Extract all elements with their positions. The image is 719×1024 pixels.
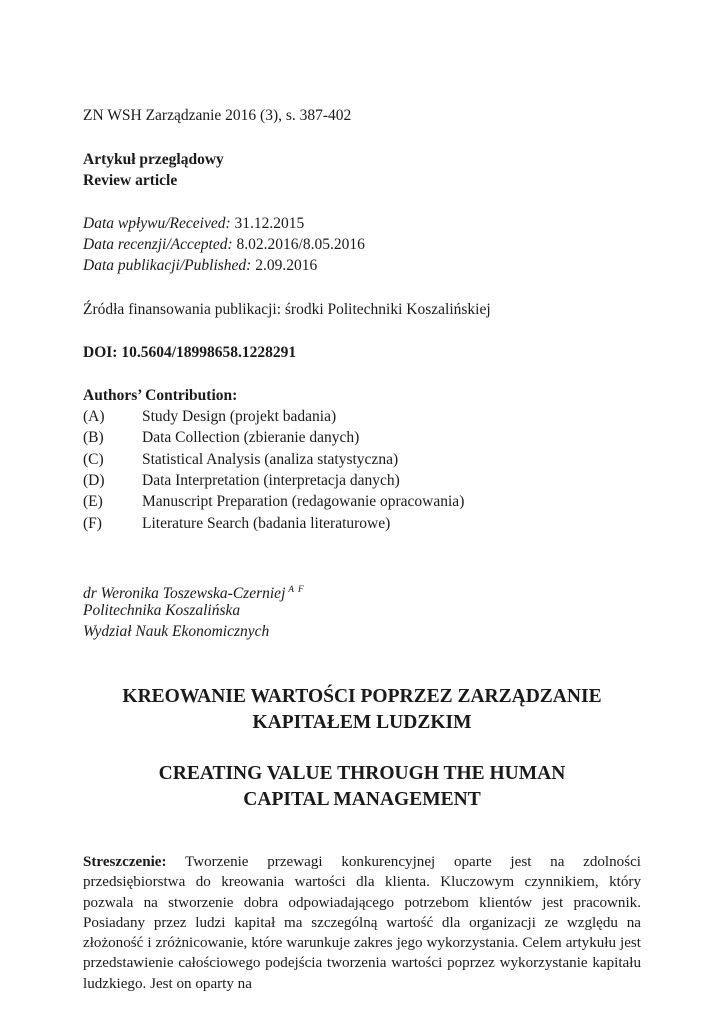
abstract-label: Streszczenie: bbox=[83, 854, 167, 870]
contribution-text: Literature Search (badania literaturowe) bbox=[142, 515, 391, 532]
title-pl-line1: KREOWANIE WARTOŚCI POPRZEZ ZARZĄDZANIE bbox=[122, 686, 602, 707]
contribution-item bbox=[83, 514, 390, 534]
doi: DOI: 10.5604/18998658.1228291 bbox=[83, 344, 297, 361]
article-type-pl: Artykuł przeglądowy bbox=[83, 151, 224, 168]
contribution-item bbox=[83, 450, 398, 470]
contribution-code: (C) bbox=[83, 451, 104, 468]
contribution-text: Study Design (projekt badania) bbox=[142, 408, 337, 425]
abstract-text: Tworzenie przewagi konkurencyjnej oparte jest na zdolności przedsiębiorstwa do kreowania wartości dla klienta. Kluczowym czynnikiem, który pozwala na stworzenie dobra odpowiadającego potrzebom klientów jest pracownik. Posiadany przez ludzi kapitał ma szczególną wartość dla organizacji ze względu na złożoność i zróżnicowanie, które warunkuje zakres jego wykorzystania. Celem artykułu jest przedstawienie całościowego podejścia tworzenia wartości poprzez wykorzystanie kapitału ludzkiego. Jest on oparty na bbox=[83, 854, 641, 992]
contribution-heading: Authors’ Contribution: bbox=[83, 387, 238, 404]
date-accepted-label: Data recenzji/Accepted: bbox=[83, 236, 233, 253]
contribution-code: (D) bbox=[83, 472, 105, 489]
contribution-code: (F) bbox=[83, 515, 102, 532]
contribution-text: Statistical Analysis (analiza statystyczna) bbox=[142, 451, 399, 468]
contribution-item bbox=[83, 471, 400, 491]
author-name-text: dr Weronika Toszewska-Czerniej bbox=[83, 585, 286, 602]
contribution-item bbox=[83, 492, 464, 512]
contribution-code: (E) bbox=[83, 493, 103, 510]
title-pl-line2: KAPITAŁEM LUDZKIM bbox=[252, 712, 472, 733]
title-en-line2: CAPITAL MANAGEMENT bbox=[243, 789, 481, 810]
author-institution: Politechnika Koszalińska bbox=[83, 602, 241, 619]
contribution-item bbox=[83, 428, 359, 448]
funding-source: Źródła finansowania publikacji: środki Politechniki Koszalińskiej bbox=[83, 301, 491, 318]
contribution-text: Data Interpretation (interpretacja danych) bbox=[142, 472, 400, 489]
article-type-en: Review article bbox=[83, 172, 178, 189]
date-published bbox=[83, 256, 317, 276]
contribution-item bbox=[83, 407, 336, 427]
author-affiliation-marks: A F bbox=[288, 584, 305, 594]
contribution-code: (B) bbox=[83, 429, 104, 446]
abstract bbox=[83, 852, 641, 994]
date-accepted bbox=[83, 235, 365, 255]
contribution-text: Data Collection (zbieranie danych) bbox=[142, 429, 360, 446]
journal-citation: ZN WSH Zarządzanie 2016 (3), s. 387-402 bbox=[83, 107, 352, 124]
contribution-text: Manuscript Preparation (redagowanie opracowania) bbox=[142, 493, 465, 510]
date-published-value: 2.09.2016 bbox=[251, 257, 318, 274]
date-accepted-value: 8.02.2016/8.05.2016 bbox=[232, 236, 365, 253]
date-received bbox=[83, 214, 304, 234]
date-published-label: Data publikacji/Published: bbox=[83, 257, 252, 274]
author-department: Wydział Nauk Ekonomicznych bbox=[83, 623, 270, 640]
title-en-line1: CREATING VALUE THROUGH THE HUMAN bbox=[158, 763, 566, 784]
date-received-value: 31.12.2015 bbox=[230, 215, 305, 232]
date-received-label: Data wpływu/Received: bbox=[83, 215, 231, 232]
contribution-code: (A) bbox=[83, 408, 105, 425]
